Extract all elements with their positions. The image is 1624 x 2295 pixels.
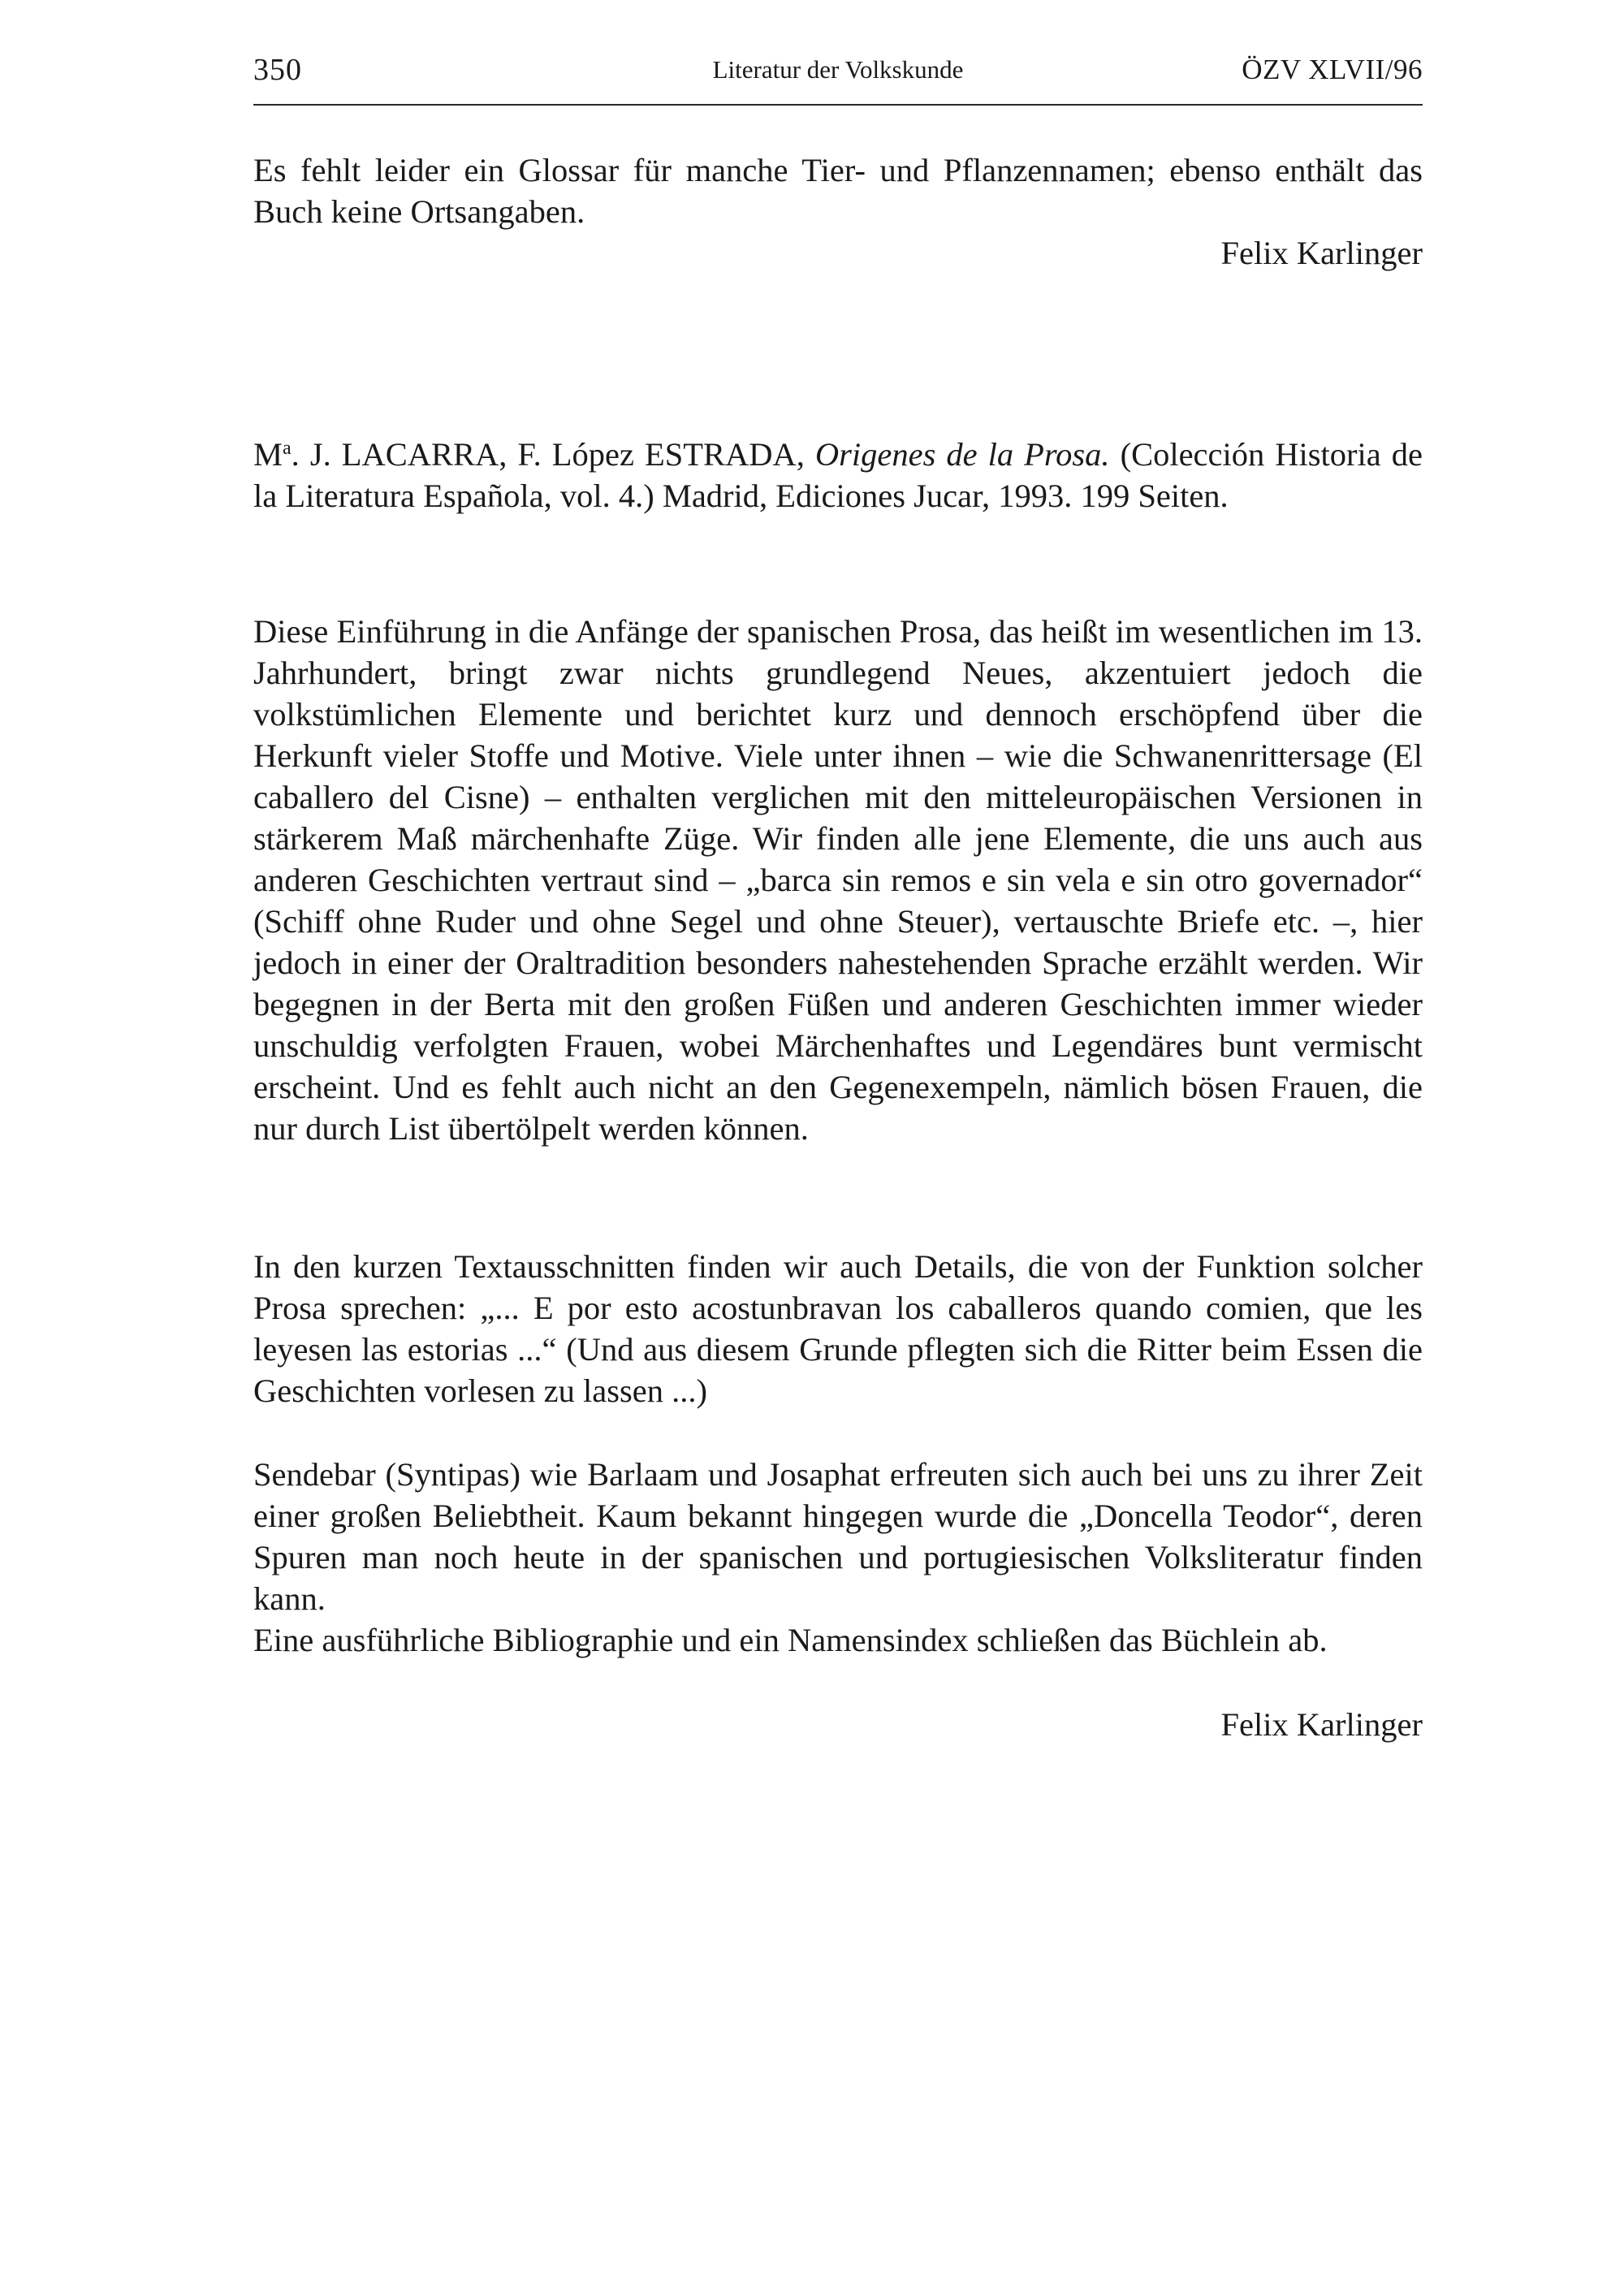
page-number: 350 [253, 53, 302, 87]
book-citation [253, 434, 1423, 516]
review-closing-paragraph: Es fehlt leider ein Glossar für manche Tier- und Pflanzennamen; ebenso enthält das Buch keine Ortsangaben. [253, 152, 1423, 230]
review-paragraph-2: In den kurzen Textausschnitten finden wir auch Details, die von der Funktion solcher Prosa sprechen: „... E por esto acostunbravan los caballeros quando comien, que les leyesen las estorias ...“ (Und aus diesem Grunde pflegten sich die Ritter beim Essen die Geschichten vorlesen zu lassen ...) [253, 1248, 1423, 1409]
review-paragraph-4: Eine ausführliche Bibliographie und ein Namensindex schließen das Büchlein ab. [253, 1622, 1328, 1658]
citation-authors: . J. LACARRA, F. López ESTRADA, [291, 436, 815, 473]
review-paragraph-3: Sendebar (Syntipas) wie Barlaam und Josaphat erfreuten sich auch bei uns zu ihrer Zeit einer großen Beliebtheit. Kaum bekannt hingegen wurde die „Doncella Teodor“, deren Spuren man noch heute in der spanischen und portugiesischen Volksliteratur finden kann. [253, 1456, 1423, 1617]
review-author-signature: Felix Karlinger [1220, 235, 1423, 271]
citation-author-prefix: M [253, 436, 283, 473]
citation-book-title: Origenes de la Prosa. [814, 436, 1110, 473]
header-rule [253, 104, 1423, 106]
section-title: Literatur der Volkskunde [712, 55, 964, 84]
citation-details: (Colección Historia de la Literatura Española, vol. 4.) Madrid, Ediciones Jucar, 1993. 199 Seiten. [253, 436, 1423, 514]
running-header [253, 49, 1423, 106]
citation-author-superscript: a [283, 438, 292, 459]
review-author-signature-2: Felix Karlinger [1220, 1706, 1423, 1743]
journal-reference: ÖZV XLVII/96 [1242, 54, 1423, 85]
review-paragraph-1: Diese Einführung in die Anfänge der spanischen Prosa, das heißt im wesentlichen im 13. Jahrhundert, bringt zwar nichts grundlegend Neues, akzentuiert jedoch die volkstümlichen Elemente und berichtet kurz und dennoch erschöpfend über die Herkunft vieler Stoffe und Motive. Viele unter ihnen – wie die Schwanenrittersage (El caballero del Cisne) – enthalten verglichen mit den mitteleuropäischen Versionen in stärkerem Maß märchenhafte Züge. Wir finden alle jene Elemente, die uns auch aus anderen Geschichten vertraut sind – „barca sin remos e sin vela e sin otro governador“ (Schiff ohne Ruder und ohne Segel und ohne Steuer), vertauschte Briefe etc. –, hier jedoch in einer der Oraltradition besonders nahestehenden Sprache erzählt werden. Wir begegnen in der Berta mit den großen Füßen und anderen Geschichten immer wieder unschuldig verfolgten Frauen, wobei Märchenhaftes und Legendäres bunt vermischt erscheint. Und es fehlt auch nicht an den Gegenexempeln, nämlich bösen Frauen, die nur durch List übertölpelt werden können. [253, 613, 1423, 1147]
